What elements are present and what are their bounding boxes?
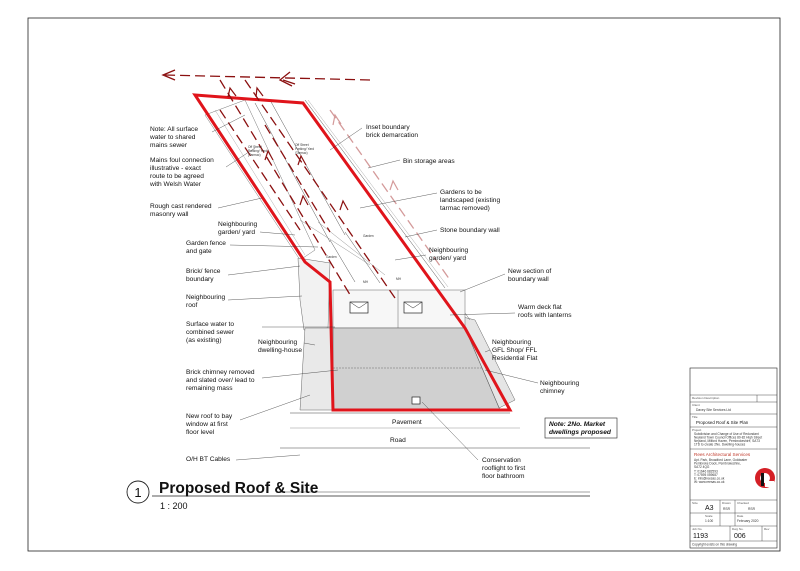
neighbouring-gfl-label: Neighbouring GFL Shop/ FFL Residential Flat — [492, 339, 538, 362]
warm-deck-label: Warm deck flat roofs with lanterns — [518, 304, 572, 319]
client-name: Davey Site Services Ltd — [696, 408, 731, 412]
note-surface-water: Note: All surface water to shared mains sewer — [150, 126, 199, 149]
new-section-boundary-label: New section of boundary wall — [508, 268, 552, 283]
garden-left-label: Garden — [326, 255, 337, 259]
svg-text:Size: Size — [692, 501, 698, 505]
inset-boundary-label: Inset boundary brick demarcation — [366, 124, 419, 139]
svg-text:Drawn: Drawn — [722, 501, 731, 505]
firm-address: Apt. Park, Broadford Lane, Goldwater Pembroke Dock, Pembrokeshire, SA72 4QG T: 01646 682593 T: 07595 059687 E: info@reesas.co.uk W: www.reesas.co.uk — [694, 458, 748, 484]
warm-deck-roofs — [333, 290, 465, 328]
drawing-number-tb: 006 — [734, 533, 746, 540]
svg-text:Scale: Scale — [705, 514, 713, 518]
drawn-by: RSR — [723, 507, 730, 511]
svg-text:Checked: Checked — [737, 501, 749, 505]
firm-name: Rees Architectural Services — [694, 452, 751, 457]
drawing-title — [127, 480, 590, 511]
road-label: Road — [390, 437, 406, 444]
drawing-title-text: Proposed Roof & Site — [159, 480, 319, 497]
rough-cast-label: Rough cast rendered masonry wall — [150, 203, 212, 218]
stone-boundary-label: Stone boundary wall — [440, 227, 500, 234]
surface-water-label: Surface water to combined sewer (as existing) — [186, 321, 235, 344]
svg-text:Dwg No.: Dwg No. — [732, 527, 744, 531]
garden-fence-label: Garden fence and gate — [186, 240, 226, 255]
market-dwellings-note — [545, 418, 617, 438]
svg-text:Note: 2No. Market dwelli: Note: 2No. Market dwellings proposed — [549, 421, 611, 436]
oh-bt-label: O/H BT Cables — [186, 456, 231, 463]
svg-text:Client: Client — [692, 403, 700, 407]
title-block — [690, 368, 777, 548]
sheet-scale: 1:100 — [705, 519, 714, 523]
sheet-date: February 2020 — [737, 519, 759, 523]
drawing-number: 1 — [134, 485, 142, 500]
svg-text:Project: Project — [692, 428, 702, 432]
brick-fence-label: Brick/ fence boundary — [186, 268, 221, 283]
neighbouring-garden-right-label: Neighbouring garden/ yard — [429, 247, 469, 262]
annotations-left — [149, 126, 302, 463]
firm-logo — [755, 468, 775, 488]
parking-right-label: Off Street Parking/ Yard (Tarmac) — [295, 143, 315, 155]
garden-right-label: Garden — [363, 234, 374, 238]
svg-text:Job No.: Job No. — [692, 527, 703, 531]
gardens-landscaped-label: Gardens to be landscaped (existing tarmac removed) — [440, 189, 501, 212]
drawing-scale: 1 : 200 — [160, 501, 188, 511]
project-description: Subdivision and Change of Use of Redundant Neyland Town Council Offices 80-82 High Street Neyland, Milford Haven, Pembrokeshire, SA73 1TD to create 2No. Dwelling-houses — [694, 432, 763, 447]
neighbouring-dwelling-label: Neighbouring dwelling-house — [258, 339, 302, 354]
svg-text:Title: Title — [692, 415, 698, 419]
parking-left-label: Off Street Parking/ Yard (Tarmac) — [248, 145, 268, 157]
sheet-size: A3 — [705, 505, 714, 512]
svg-text:Date: Date — [737, 514, 744, 518]
street-lines — [280, 413, 590, 492]
neighbouring-garden-left-label: Neighbouring garden/ yard — [218, 221, 258, 236]
neighbouring-chimney-label: Neighbouring chimney — [540, 380, 580, 395]
svg-text:Rev: Rev — [764, 527, 770, 531]
sheet-title: Proposed Roof & Site Plan — [696, 420, 749, 425]
conservation-rooflight — [412, 397, 420, 404]
checked-by: RSR — [748, 507, 755, 511]
revision-header: Revision Description — [692, 396, 720, 400]
brick-chimney-label: Brick chimney removed and slated over/ lead to remaining mass — [186, 369, 255, 392]
sheet-border — [28, 18, 780, 551]
mains-foul-label: Mains foul connection illustrative - exact route to be agreed with Welsh Water — [150, 157, 214, 188]
conservation-rooflight-label: Conservation rooflight to first floor bathroom — [482, 457, 526, 480]
mh-left-label: MH — [363, 280, 368, 284]
pavement-label: Pavement — [392, 419, 422, 426]
bin-storage-label: Bin storage areas — [403, 158, 455, 165]
copyright-note: Copyright exists on this drawing — [692, 542, 738, 547]
mh-right-label: MH — [396, 277, 401, 281]
neighbouring-roof-label: Neighbouring roof — [186, 294, 226, 309]
job-number: 1193 — [693, 533, 709, 540]
new-roof-bay-label: New roof to bay window at first floor level — [186, 413, 233, 436]
